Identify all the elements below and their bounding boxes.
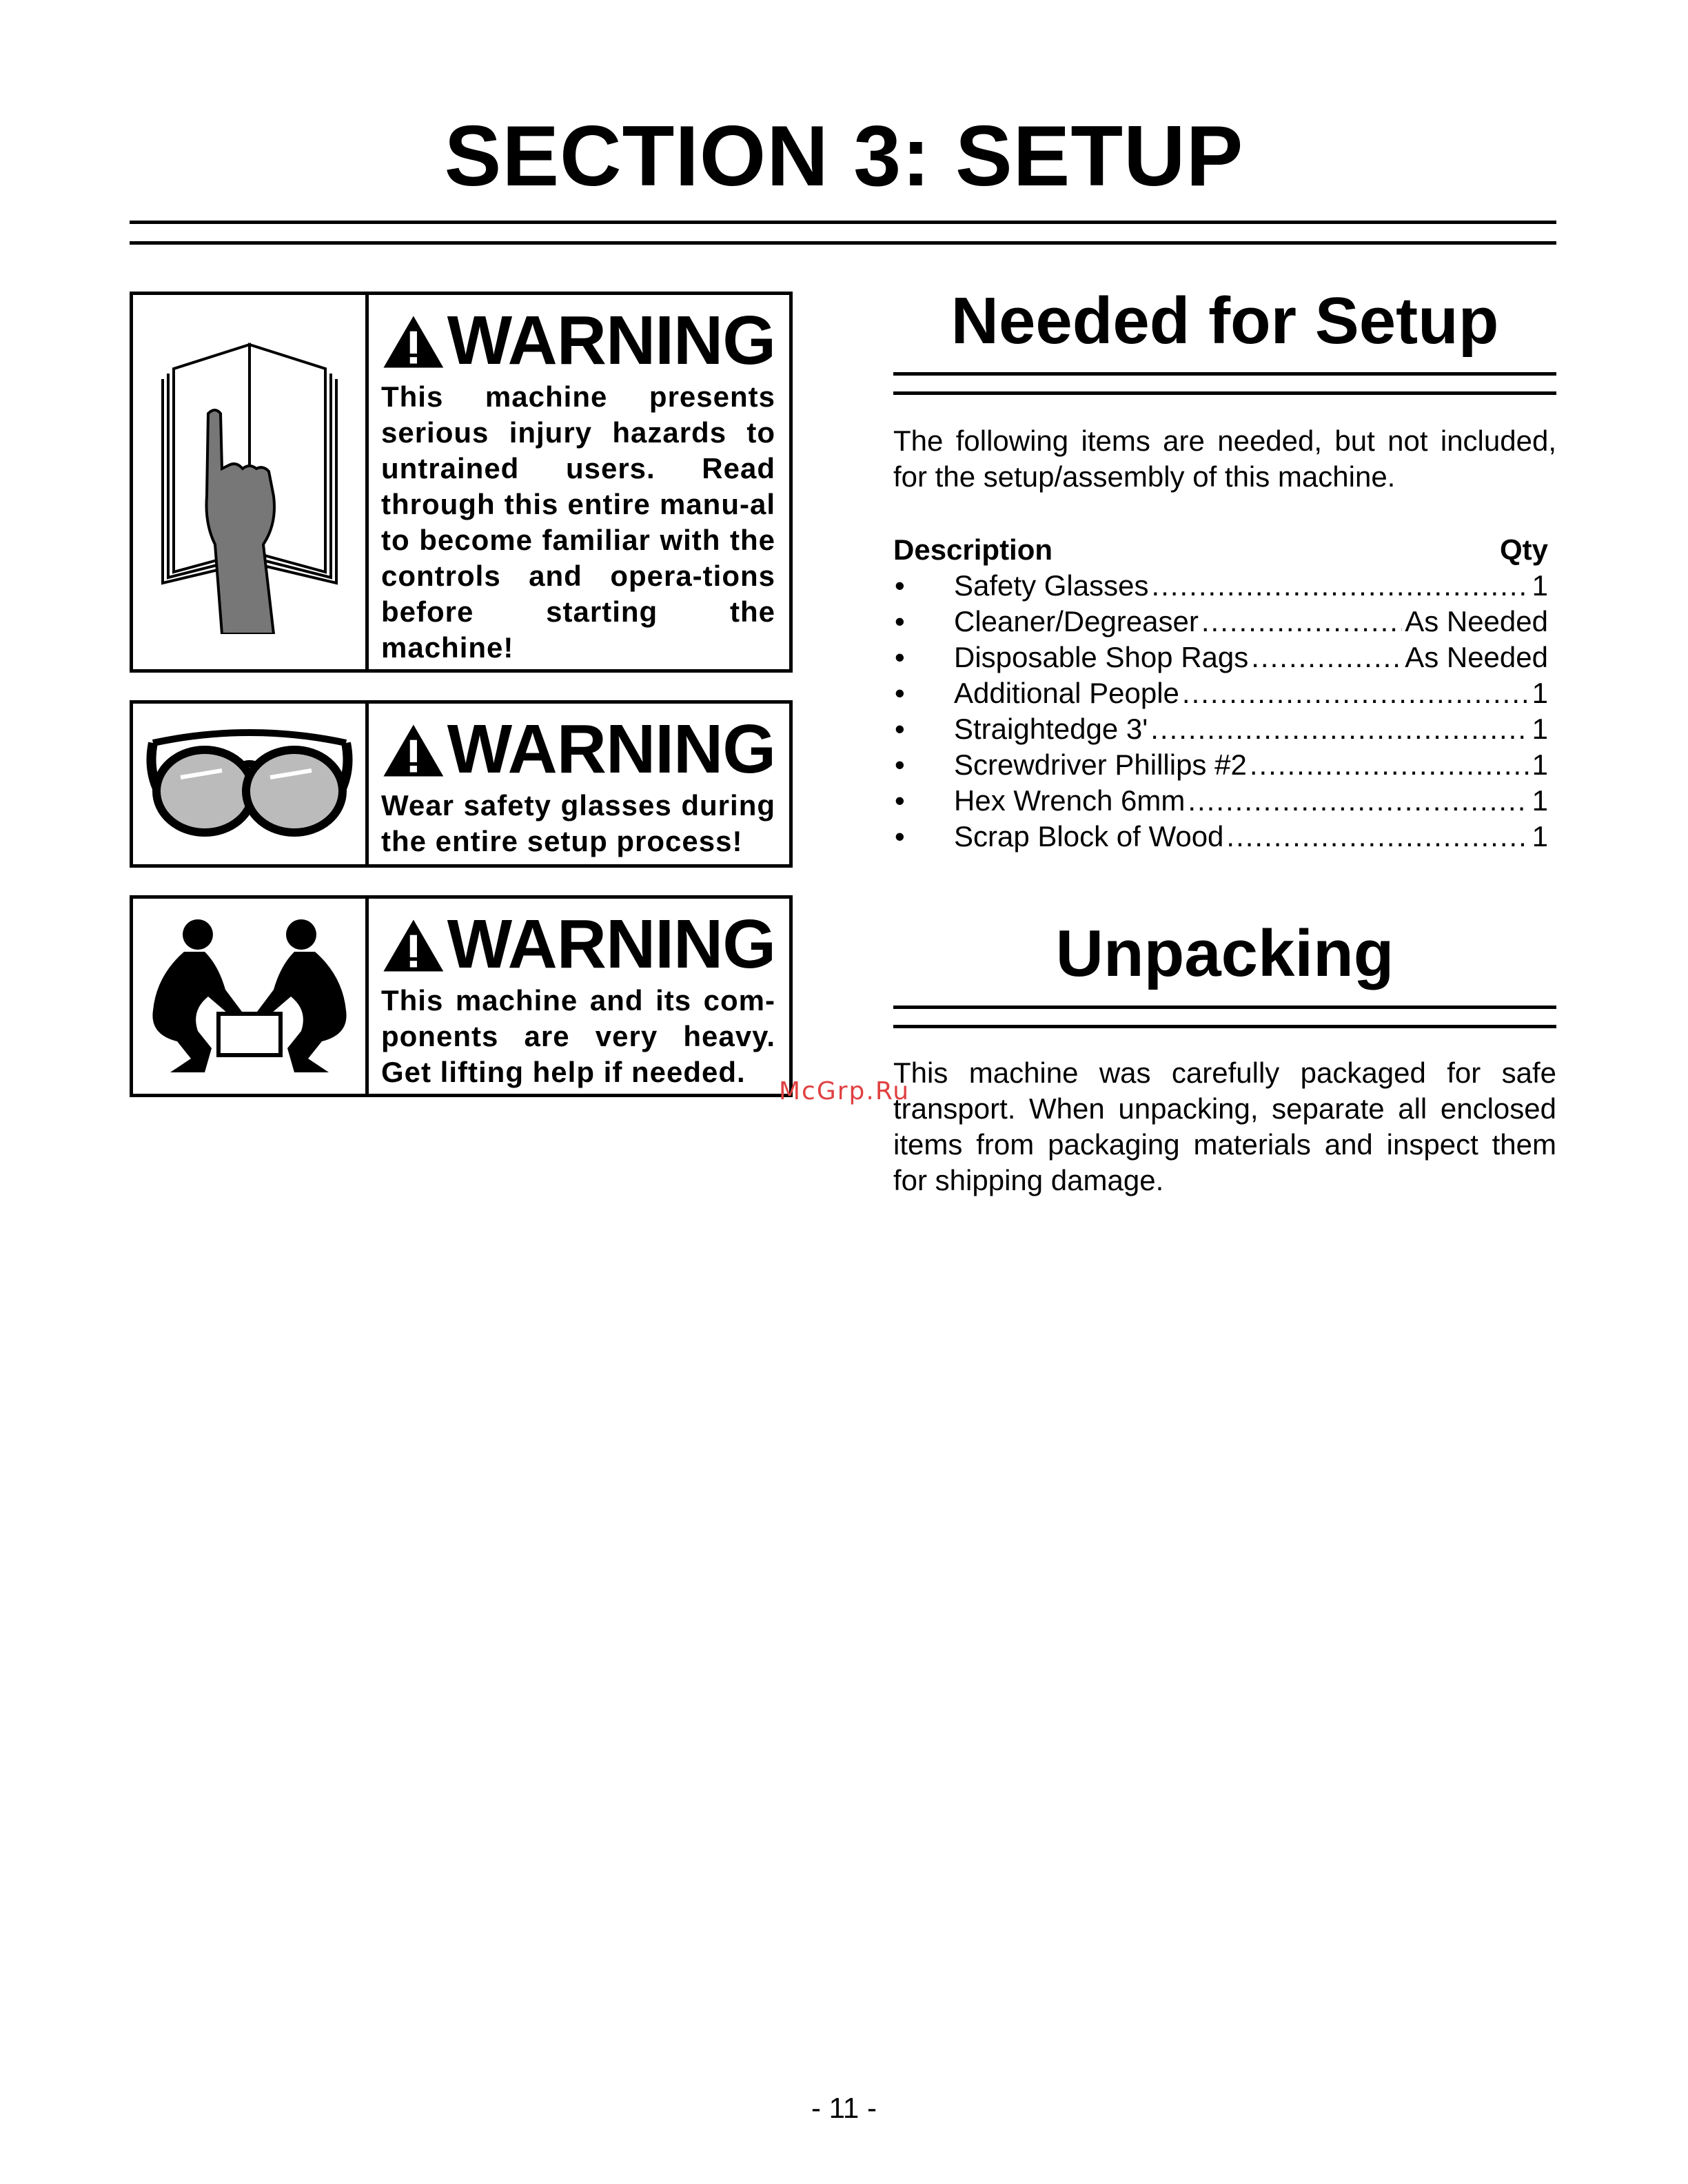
needed-rule-top bbox=[893, 372, 1556, 376]
dot-leader bbox=[1150, 711, 1529, 747]
list-item bbox=[893, 747, 1548, 783]
warning-box-heavy bbox=[130, 895, 793, 1097]
warning-heading bbox=[381, 711, 775, 788]
bullet-icon: • bbox=[895, 569, 905, 602]
item-qty: 1 bbox=[1532, 820, 1548, 853]
dot-leader bbox=[1251, 640, 1402, 675]
needed-for-setup-heading: Needed for Setup bbox=[950, 284, 1499, 358]
item-qty: As Needed bbox=[1405, 641, 1548, 673]
warning-triangle-icon bbox=[381, 912, 446, 979]
dot-leader bbox=[1151, 568, 1529, 604]
dot-leader bbox=[1250, 747, 1529, 783]
bullet-icon: • bbox=[895, 820, 905, 853]
list-item bbox=[893, 604, 1548, 640]
watermark: McGrp.Ru bbox=[779, 1077, 911, 1105]
item-qty: 1 bbox=[1532, 677, 1548, 709]
warning-text: This machine presents serious injury hazards to untrained users. Read through this entire manu-al to become familiar with the controls and opera-tions before starting the machine! bbox=[381, 380, 775, 664]
list-item bbox=[893, 711, 1548, 747]
item-qty: 1 bbox=[1532, 713, 1548, 745]
safety-glasses-icon bbox=[133, 704, 369, 864]
dot-leader bbox=[1182, 675, 1529, 711]
item-name: Cleaner/Degreaser bbox=[954, 605, 1199, 637]
title-rule-bottom bbox=[130, 241, 1556, 245]
manual-reading-icon bbox=[133, 295, 369, 669]
warning-box-manual bbox=[130, 292, 793, 673]
list-item bbox=[893, 568, 1548, 604]
list-item bbox=[893, 675, 1548, 711]
unpacking-rule-bottom bbox=[893, 1025, 1556, 1028]
item-name: Additional People bbox=[954, 677, 1179, 709]
warning-box-glasses bbox=[130, 700, 793, 868]
item-qty: As Needed bbox=[1405, 605, 1548, 637]
unpacking-rule-top bbox=[893, 1006, 1556, 1009]
bullet-icon: • bbox=[895, 748, 905, 781]
item-name: Disposable Shop Rags bbox=[954, 641, 1249, 673]
warning-triangle-icon bbox=[381, 309, 446, 375]
bullet-icon: • bbox=[895, 713, 905, 745]
page-title: SECTION 3: SETUP bbox=[444, 109, 1244, 204]
warning-triangle-icon bbox=[381, 717, 446, 784]
item-name: Safety Glasses bbox=[954, 569, 1149, 602]
warning-heading bbox=[381, 906, 775, 983]
title-rule-top bbox=[130, 221, 1556, 224]
warning-text: Wear safety glasses during the entire setup process! bbox=[381, 789, 775, 857]
list-item bbox=[893, 819, 1548, 855]
bullet-icon: • bbox=[895, 605, 905, 637]
dot-leader bbox=[1188, 783, 1529, 819]
bullet-icon: • bbox=[895, 641, 905, 673]
warning-heading bbox=[381, 302, 775, 379]
needed-items-list bbox=[893, 568, 1548, 855]
page-number: - 11 - bbox=[811, 2092, 877, 2124]
item-name: Straightedge 3' bbox=[954, 713, 1148, 745]
warning-label: WARNING bbox=[447, 302, 775, 379]
warning-label: WARNING bbox=[447, 711, 775, 788]
two-person-lift-icon bbox=[133, 899, 369, 1094]
item-name: Hex Wrench 6mm bbox=[954, 784, 1186, 817]
item-qty: 1 bbox=[1532, 569, 1548, 602]
bullet-icon: • bbox=[895, 677, 905, 709]
item-qty: 1 bbox=[1532, 784, 1548, 817]
list-item bbox=[893, 640, 1548, 675]
items-table-header bbox=[893, 532, 1548, 568]
dot-leader bbox=[1226, 819, 1529, 855]
needed-intro: The following items are needed, but not included, for the setup/assembly of this machine. bbox=[893, 425, 1556, 493]
needed-rule-bottom bbox=[893, 391, 1556, 395]
item-qty: 1 bbox=[1532, 748, 1548, 781]
description-column-header: Description bbox=[893, 533, 1053, 566]
dot-leader bbox=[1201, 604, 1402, 640]
qty-column-header: Qty bbox=[1499, 533, 1548, 566]
unpacking-heading: Unpacking bbox=[1055, 917, 1394, 990]
bullet-icon: • bbox=[895, 784, 905, 817]
item-name: Scrap Block of Wood bbox=[954, 820, 1224, 853]
warning-label: WARNING bbox=[447, 906, 775, 983]
unpacking-text: This machine was carefully packaged for safe transport. When unpacking, separate all enclosed items from packaging materials and inspect them for shipping damage. bbox=[893, 1057, 1556, 1196]
warning-text: This machine and its com-ponents are very heavy. Get lifting help if needed. bbox=[381, 984, 775, 1088]
list-item bbox=[893, 783, 1548, 819]
item-name: Screwdriver Phillips #2 bbox=[954, 748, 1247, 781]
